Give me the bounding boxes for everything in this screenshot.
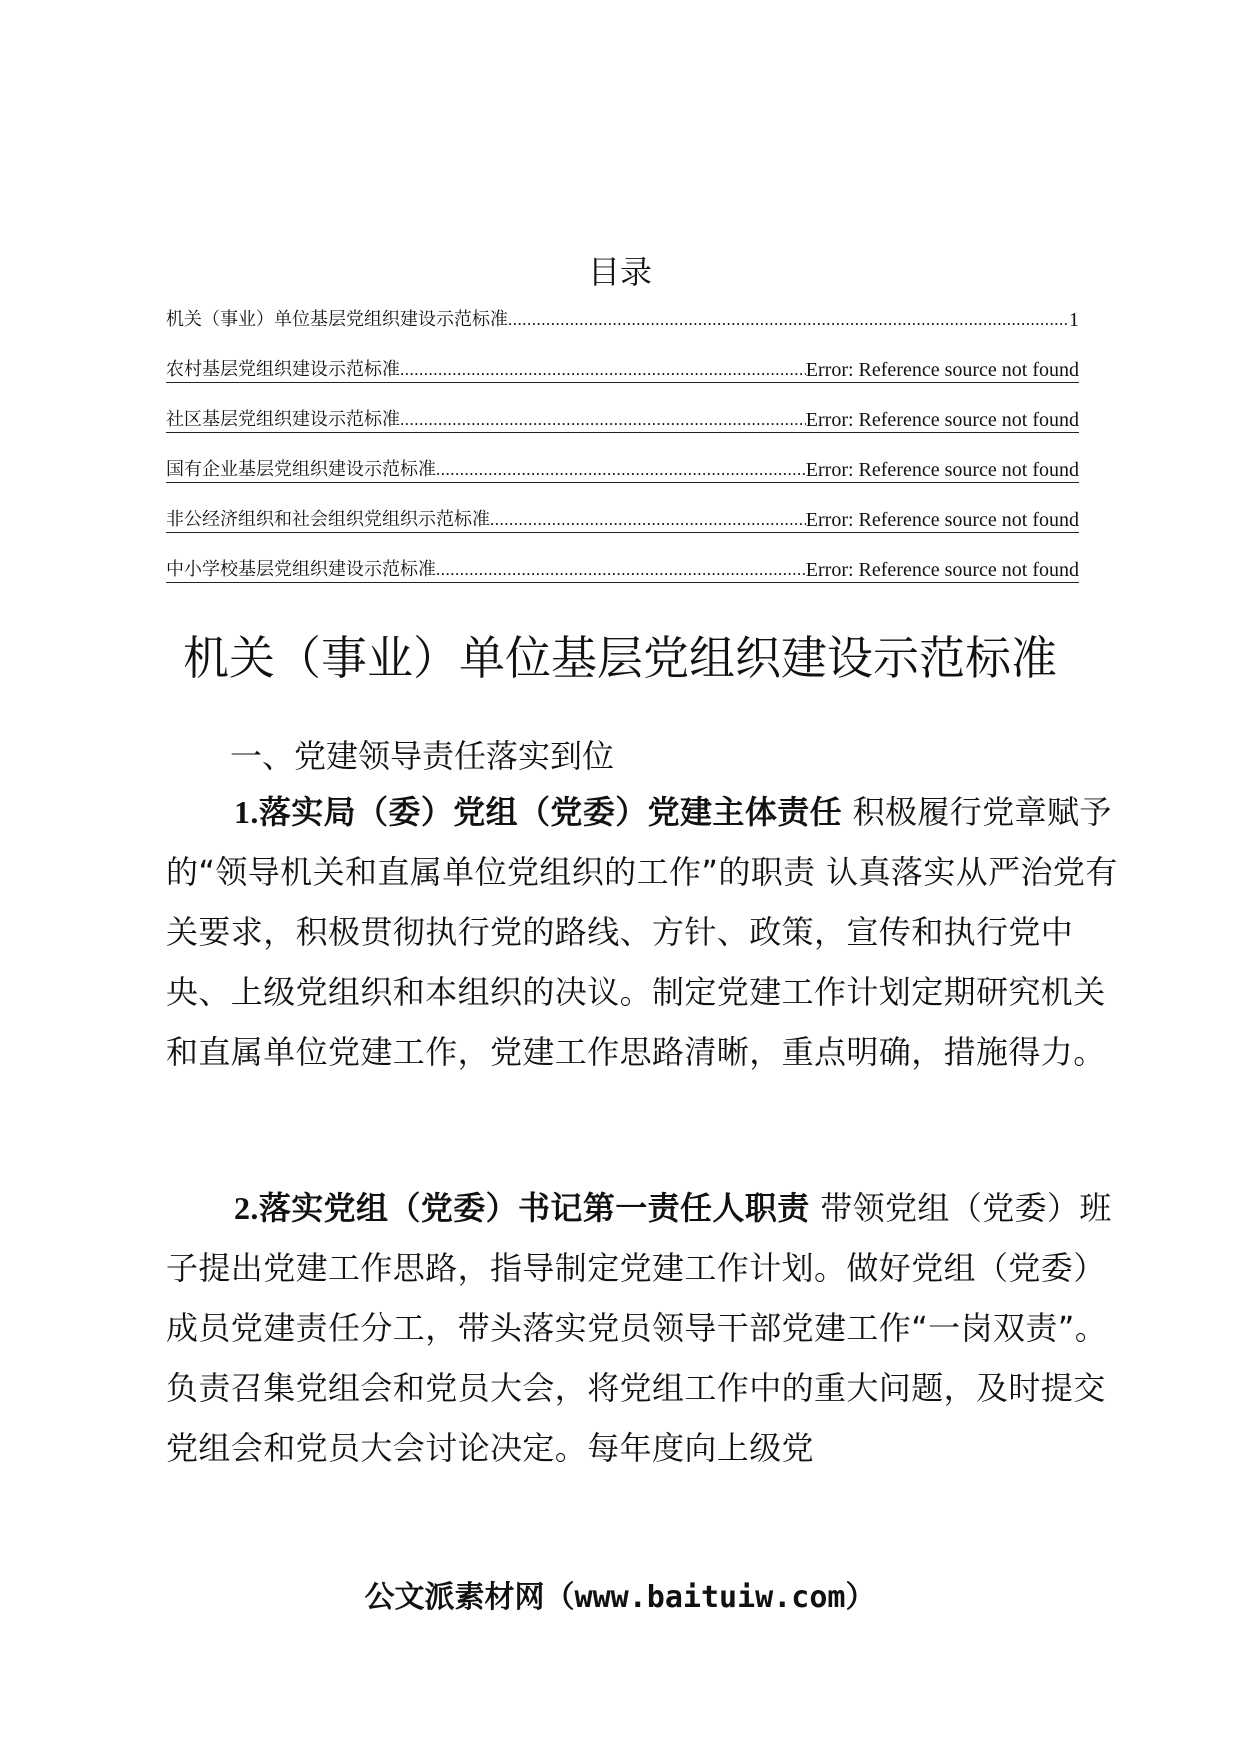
toc-entry-label: 非公经济组织和社会组织党组织示范标准 — [166, 509, 490, 530]
toc-dot-leader — [400, 408, 806, 432]
toc-entry[interactable] — [166, 506, 1079, 533]
toc-dot-leader — [436, 458, 806, 482]
toc-entry-page: Error: Reference source not found — [805, 509, 1079, 531]
toc-entry-label: 中小学校基层党组织建设示范标准 — [166, 559, 436, 580]
toc-entry[interactable] — [166, 556, 1079, 583]
toc-dot-leader — [508, 308, 1069, 332]
toc-entry-label: 国有企业基层党组织建设示范标准 — [166, 459, 436, 480]
paragraph-body: 积极履行党章赋予的“领导机关和直属单位党组织的工作”的职责 认真落实从严治党有关要求，积极贯彻执行党的路线、方针、政策，宣传和执行党中央、上级党组织和本组织的决议。制定党建工作计划定期研究机关和直属单位党建工作，党建工作思路清晰，重点明确，措施得力。 — [166, 793, 1118, 1071]
page-footer — [0, 1578, 1240, 1618]
toc-entry-label: 机关（事业）单位基层党组织建设示范标准 — [166, 309, 508, 330]
toc-dot-leader — [436, 558, 806, 582]
toc-entry-page: Error: Reference source not found — [805, 359, 1079, 381]
paragraph-body: 带领党组（党委）班子提出党建工作思路，指导制定党建工作计划。做好党组（党委）成员党建责任分工，带头落实党员领导干部党建工作“一岗双责”。负责召集党组会和党员大会，将党组工作中的重大问题，及时提交党组会和党员大会讨论决定。每年度向上级党 — [166, 1189, 1112, 1467]
toc-dot-leader — [490, 508, 806, 532]
toc-entry[interactable] — [166, 306, 1079, 332]
toc-entry[interactable] — [166, 356, 1079, 383]
body-paragraph — [166, 1178, 1126, 1478]
toc-entry-label: 社区基层党组织建设示范标准 — [166, 409, 400, 430]
toc-entry[interactable] — [166, 456, 1079, 483]
toc-entry[interactable] — [166, 406, 1079, 433]
paragraph-lead-heading: 落实党组（党委）书记第一责任人职责 — [258, 1189, 810, 1227]
toc-entry-page: Error: Reference source not found — [805, 559, 1079, 581]
footer-url[interactable]: （www.baituiw.com） — [544, 1580, 876, 1615]
paragraph-number: 1. — [234, 794, 259, 830]
toc-entry-page: Error: Reference source not found — [805, 459, 1079, 481]
toc-entry-page: Error: Reference source not found — [805, 409, 1079, 431]
section-heading: 一、党建领导责任落实到位 — [230, 737, 615, 775]
footer-site-name: 公文派素材网 — [364, 1580, 545, 1615]
toc-title: 目录 — [587, 253, 652, 291]
document-title: 机关（事业）单位基层党组织建设示范标准 — [183, 631, 1057, 685]
toc-entry-label: 农村基层党组织建设示范标准 — [166, 359, 400, 380]
toc-dot-leader — [400, 358, 806, 382]
body-paragraph — [166, 782, 1126, 1082]
paragraph-lead-heading: 落实局（委）党组（党委）党建主体责任 — [258, 793, 843, 831]
toc-entry-page: 1 — [1069, 309, 1079, 331]
paragraph-number: 2. — [234, 1190, 259, 1226]
